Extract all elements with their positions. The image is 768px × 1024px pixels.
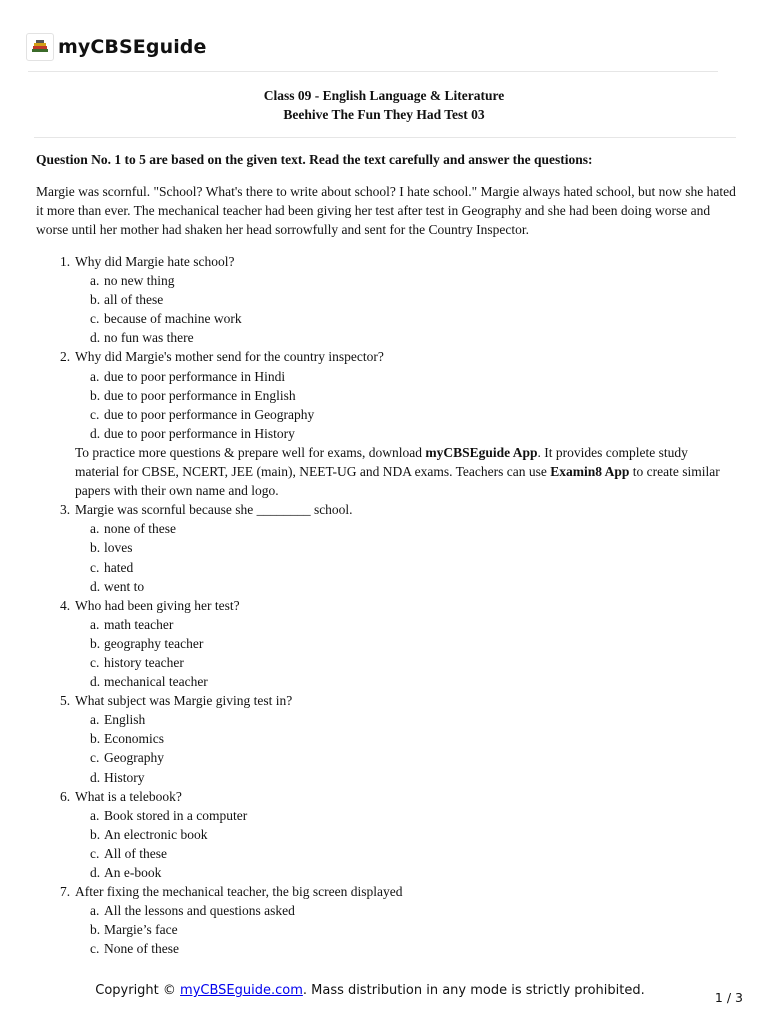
option-text: no new thing (104, 273, 175, 289)
option-text: due to poor performance in Hindi (104, 368, 286, 384)
option-letter: d . (90, 328, 100, 347)
option (75, 844, 735, 863)
option-letter: d . (90, 863, 100, 882)
option-letter: b . (90, 290, 100, 309)
option-text: went to (104, 578, 145, 594)
option-text: None of these (104, 941, 179, 957)
option-letter: a . (90, 806, 99, 825)
option-text: All the lessons and questions asked (104, 903, 295, 919)
option (75, 672, 735, 691)
page-number: 1 / 3 (714, 990, 743, 1005)
option (75, 538, 735, 557)
option (75, 519, 735, 538)
option-letter: a . (90, 519, 99, 538)
option-text: An e-book (104, 865, 162, 880)
option (75, 729, 735, 748)
option-letter: a . (90, 901, 99, 920)
brand-name: myCBSEguide (58, 36, 207, 58)
option-text: History (104, 769, 145, 785)
option-letter: b . (90, 825, 100, 844)
option-letter: c . (90, 653, 99, 672)
option-letter: b . (90, 920, 100, 939)
option-text: Book stored in a computer (104, 807, 248, 823)
option (75, 768, 735, 787)
option-text: hated (104, 559, 134, 575)
question-text: What subject was Margie giving test in? (75, 693, 293, 709)
option-letter: c . (90, 939, 99, 958)
option-letter: c . (90, 405, 99, 424)
option (75, 825, 735, 844)
question-text: What is a telebook? (75, 788, 182, 804)
option-text: Geography (104, 750, 164, 766)
copyright-footer (0, 983, 740, 998)
option (75, 367, 735, 386)
option-letter: b . (90, 538, 100, 557)
books-icon (26, 33, 54, 61)
option-text: All of these (104, 845, 167, 861)
copyright-suffix: . Mass distribution in any mode is strictly prohibited. (302, 983, 645, 998)
option (75, 920, 735, 939)
option-text: math teacher (104, 616, 174, 632)
title-test: Beehive The Fun They Had Test 03 (283, 107, 485, 122)
option-letter: c . (90, 844, 99, 863)
option (75, 653, 735, 672)
option-letter: c . (90, 558, 99, 577)
option-letter: a . (90, 271, 99, 290)
option (75, 424, 735, 443)
option (75, 271, 735, 290)
option (75, 634, 735, 653)
option-text: all of these (104, 292, 164, 308)
option (75, 558, 735, 577)
option-text: due to poor performance in Geography (104, 406, 315, 422)
question-number: 7 . (60, 882, 70, 901)
title-class: Class 09 - English Language & Literature (263, 88, 505, 103)
promo-text-2: . It provides complete study material for CBSE, NCERT, JEE (main), NEET-UG and NDA exams. Teachers can use (75, 444, 688, 480)
question (60, 787, 735, 806)
option-text: geography teacher (104, 635, 204, 651)
option (75, 405, 735, 424)
question-number: 3 . (60, 500, 70, 519)
option (75, 901, 735, 920)
question-text: After fixing the mechanical teacher, the big screen displayed (75, 884, 403, 900)
option-letter: b . (90, 729, 100, 748)
option (75, 615, 735, 634)
option (75, 328, 735, 347)
header-divider (28, 71, 718, 72)
option-text: because of machine work (104, 311, 242, 327)
option-letter: d . (90, 768, 100, 787)
promo-text-1: To practice more questions & prepare well for exams, download (75, 444, 426, 460)
question-list (60, 252, 735, 958)
promo-app-name-examin8: Examin8 App (550, 464, 630, 480)
promo-notice (75, 443, 735, 500)
option-text: due to poor performance in History (104, 425, 295, 441)
copyright-prefix: Copyright © (95, 983, 181, 998)
option (75, 806, 735, 825)
option-letter: c . (90, 748, 99, 767)
option-text: no fun was there (104, 330, 194, 346)
question-number: 1 . (60, 252, 70, 271)
question-number: 4 . (60, 596, 70, 615)
option (75, 290, 735, 309)
option-text: history teacher (104, 654, 184, 670)
question (60, 596, 735, 615)
question-number: 2 . (60, 347, 70, 366)
option-text: loves (104, 540, 133, 556)
option-letter: d . (90, 577, 100, 596)
option-letter: b . (90, 634, 100, 653)
option (75, 748, 735, 767)
option (75, 386, 735, 405)
option-text: none of these (104, 521, 176, 537)
option-letter: d . (90, 424, 100, 443)
option-letter: b . (90, 386, 100, 405)
option-letter: a . (90, 710, 99, 729)
question (60, 252, 735, 271)
instruction: Question No. 1 to 5 are based on the given text. Read the text carefully and answer the questions: (36, 152, 593, 167)
option-text: An electronic book (104, 826, 208, 842)
option (75, 863, 735, 882)
question-number: 5 . (60, 691, 70, 710)
question (60, 691, 735, 710)
title-divider (34, 137, 736, 138)
option (75, 309, 735, 328)
question-text: Margie was scornful because she ________ school. (75, 502, 353, 518)
option (75, 710, 735, 729)
option-text: Margie’s face (104, 922, 178, 938)
question-text: Why did Margie's mother send for the country inspector? (75, 349, 384, 365)
option-text: English (104, 712, 146, 728)
question-text: Why did Margie hate school? (75, 254, 235, 269)
site-link[interactable]: myCBSEguide.com (180, 983, 303, 998)
question (60, 500, 735, 519)
question-text: Who had been giving her test? (75, 597, 240, 613)
option-letter: a . (90, 367, 99, 386)
promo-app-name: myCBSEguide App (425, 444, 538, 460)
promo-text-3: to create similar papers with their own name and logo. (75, 464, 720, 499)
option-text: Economics (104, 731, 164, 747)
question (60, 882, 735, 901)
option-text: mechanical teacher (104, 674, 208, 690)
option-text: due to poor performance in English (104, 387, 296, 403)
document-title (0, 86, 768, 124)
option-letter: c . (90, 309, 99, 328)
question-number: 6 . (60, 787, 70, 806)
option-letter: d . (90, 672, 100, 691)
site-header (26, 32, 207, 62)
option-letter: a . (90, 615, 99, 634)
option (75, 939, 735, 958)
question (60, 347, 735, 366)
passage: Margie was scornful. "School? What's there to write about school? I hate school." Margie always hated school, but now she hated it more than ever. The mechanical teacher had been giving her test after test in Geography and she had been doing worse and worse until her mother had shaken her head sorrowfully and sent for the Country Inspector. (36, 184, 736, 237)
option (75, 577, 735, 596)
